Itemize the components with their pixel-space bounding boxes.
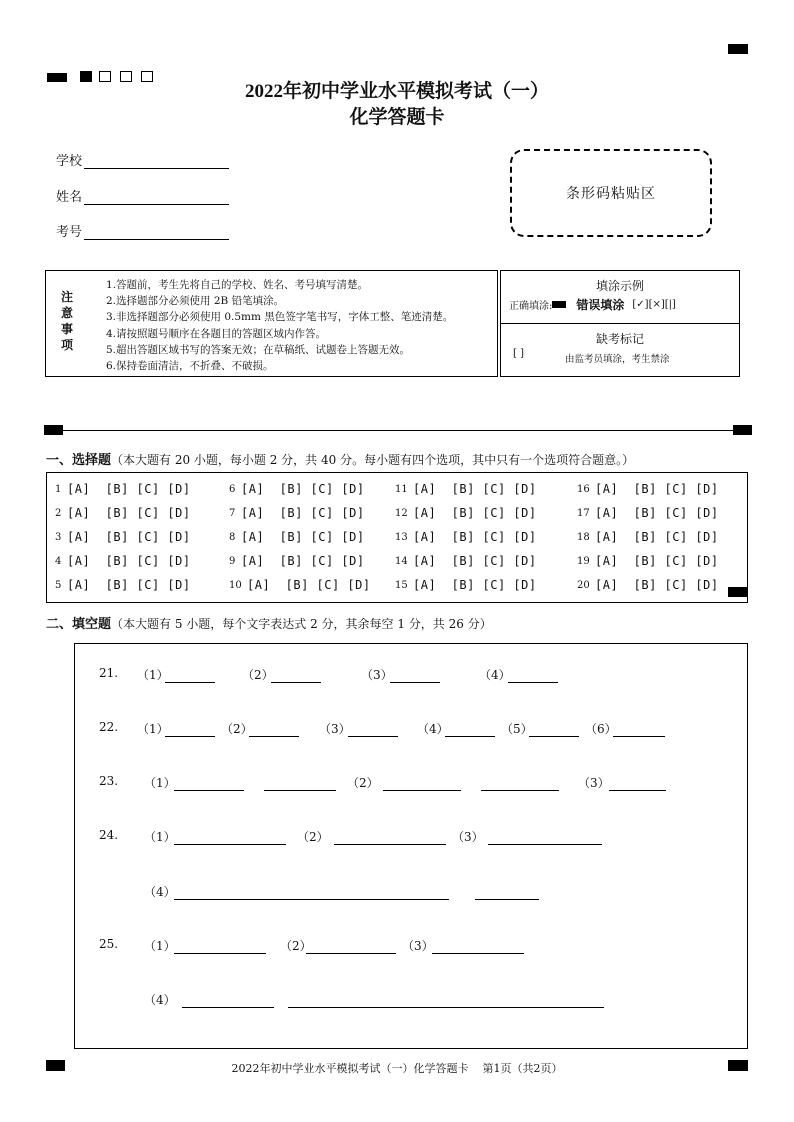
answer-blank[interactable]	[445, 736, 495, 737]
page-subtitle: 化学答题卡	[349, 106, 445, 128]
blank-label: （3）	[402, 939, 434, 953]
answer-blank[interactable]	[174, 899, 449, 900]
answer-blank[interactable]	[613, 736, 665, 737]
answer-blank[interactable]	[271, 682, 321, 683]
name-field[interactable]	[56, 186, 229, 205]
blank-label: （1）	[144, 830, 176, 844]
notice-item: 5.超出答题区域书写的答案无效；在草稿纸、试题卷上答题无效。	[106, 343, 411, 356]
question-number: 15	[395, 580, 408, 591]
page-title: 2022年初中学业水平模拟考试（一）	[244, 81, 549, 102]
answer-blank[interactable]	[348, 736, 398, 737]
answer-blank[interactable]	[334, 844, 446, 845]
school-field[interactable]	[56, 150, 229, 169]
question-number: 5	[55, 580, 62, 591]
blank-label: （4）	[417, 722, 449, 736]
answer-blank[interactable]	[390, 682, 440, 683]
section2-title: 二、填空题	[46, 617, 112, 632]
answer-options[interactable]: [A] [B] [C] [D]	[241, 482, 365, 496]
answer-blank[interactable]	[529, 736, 579, 737]
wrong-fill-label: 错误填涂	[576, 298, 625, 312]
fill-example-box	[500, 270, 740, 377]
section1-title: 一、选择题	[46, 453, 112, 468]
answer-blank[interactable]	[165, 736, 215, 737]
question-number: 6	[229, 484, 236, 495]
question-number: 20	[577, 580, 590, 591]
blank-label: （2）	[297, 830, 329, 844]
answer-options[interactable]: [A] [B] [C] [D]	[595, 554, 719, 568]
answer-options[interactable]: [A] [B] [C] [D]	[67, 506, 191, 520]
answer-blank[interactable]	[481, 790, 559, 791]
question-number: 13	[395, 532, 408, 543]
blank-label: （2）	[280, 939, 312, 953]
answer-options[interactable]: [A] [B] [C] [D]	[595, 578, 719, 592]
exam-no-label: 考号	[56, 225, 83, 240]
answer-options[interactable]: [A] [B] [C] [D]	[67, 554, 191, 568]
answer-options[interactable]: [A] [B] [C] [D]	[413, 578, 537, 592]
school-label: 学校	[56, 154, 83, 169]
question-number: 21.	[99, 666, 119, 680]
section2-heading	[46, 613, 492, 632]
name-label: 姓名	[56, 190, 83, 205]
question-number: 23.	[99, 774, 119, 788]
answer-blank[interactable]	[264, 790, 336, 791]
question-number: 4	[55, 556, 62, 567]
question-number: 22.	[99, 720, 119, 734]
answer-options[interactable]: [A] [B] [C] [D]	[247, 578, 371, 592]
answer-options[interactable]: [A] [B] [C] [D]	[67, 482, 191, 496]
question-number: 24.	[99, 828, 119, 842]
answer-options[interactable]: [A] [B] [C] [D]	[241, 554, 365, 568]
answer-blank[interactable]	[488, 844, 602, 845]
fill-example-title: 填涂示例	[595, 279, 644, 293]
wrong-fill-marks: [✓][×][|]	[632, 299, 676, 310]
answer-options[interactable]: [A] [B] [C] [D]	[67, 578, 191, 592]
notice-item: 6.保持卷面清洁，不折叠、不破损。	[106, 360, 274, 373]
divider	[63, 430, 733, 431]
notice-list	[106, 277, 453, 374]
question-number: 19	[577, 556, 590, 567]
question-number: 25.	[99, 937, 119, 951]
blank-label: （2）	[242, 668, 274, 682]
answer-blank[interactable]	[383, 790, 461, 791]
question-number: 7	[229, 508, 236, 519]
blank-label: （5）	[501, 722, 533, 736]
position-marker	[44, 425, 63, 435]
blank-label: （1）	[144, 939, 176, 953]
answer-options[interactable]: [A] [B] [C] [D]	[595, 530, 719, 544]
answer-blank[interactable]	[174, 953, 266, 954]
question-number: 3	[55, 532, 62, 543]
answer-blank[interactable]	[174, 790, 244, 791]
answer-options[interactable]: [A] [B] [C] [D]	[595, 482, 719, 496]
barcode-area	[510, 149, 712, 237]
notice-item: 1.答题前，考生先将自己的学校、姓名、考号填写清楚。	[106, 279, 369, 291]
answer-blank[interactable]	[288, 1007, 604, 1008]
question-number: 17	[577, 508, 590, 519]
answer-options[interactable]: [A] [B] [C] [D]	[413, 506, 537, 520]
answer-blank[interactable]	[475, 899, 539, 900]
question-number: 12	[395, 508, 408, 519]
exam-no-line[interactable]	[84, 226, 229, 240]
blank-label: （4）	[144, 885, 176, 899]
position-marker	[728, 44, 748, 54]
answer-options[interactable]: [A] [B] [C] [D]	[67, 530, 191, 544]
blank-label: （2）	[347, 776, 379, 790]
answer-options[interactable]: [A] [B] [C] [D]	[413, 554, 537, 568]
answer-blank[interactable]	[165, 682, 215, 683]
blank-label: （3）	[578, 776, 610, 790]
correct-fill-label: 正确填涂:	[509, 301, 553, 312]
position-marker	[728, 1060, 748, 1071]
blank-label: （1）	[144, 776, 176, 790]
absent-mark-title: 缺考标记	[595, 332, 644, 346]
correct-fill-sample	[552, 301, 566, 308]
question-number: 1	[55, 484, 62, 495]
blank-label: （3）	[452, 830, 484, 844]
question-number: 16	[577, 484, 590, 495]
notice-box	[45, 270, 498, 377]
answer-blank[interactable]	[306, 953, 396, 954]
section1-desc: （本大题有 20 小题，每小题 2 分，共 40 分。每小题有四个选项，其中只有一个选项符合题意。）	[111, 453, 635, 467]
blank-label: （4）	[479, 668, 511, 682]
absent-mark-box[interactable]: [ ]	[513, 348, 524, 359]
section2-desc: （本大题有 5 小题，每个文字表达式 2 分，其余每空 1 分，共 26 分）	[111, 617, 492, 631]
choice-answer-area	[46, 472, 748, 603]
section1-heading	[46, 449, 634, 468]
absent-mark-note: 由监考员填涂，考生禁涂	[565, 354, 670, 365]
notice-heading: 注 意 事 项	[60, 290, 73, 352]
position-marker	[728, 587, 748, 597]
blank-label: （4）	[144, 993, 176, 1007]
exam-no-field[interactable]	[56, 221, 229, 240]
school-line[interactable]	[84, 155, 229, 169]
answer-options[interactable]: [A] [B] [C] [D]	[413, 530, 537, 544]
question-number: 10	[229, 580, 242, 591]
blank-label: （3）	[319, 722, 351, 736]
answer-options[interactable]: [A] [B] [C] [D]	[595, 506, 719, 520]
blank-label: （3）	[361, 668, 393, 682]
barcode-label: 条形码粘贴区	[566, 186, 656, 202]
notice-item: 2.选择题部分必须使用 2B 铅笔填涂。	[106, 295, 285, 308]
answer-options[interactable]: [A] [B] [C] [D]	[241, 530, 365, 544]
answer-blank[interactable]	[182, 1007, 274, 1008]
page-footer: 2022年初中学业水平模拟考试（一）化学答题卡 第1页（共2页）	[231, 1062, 563, 1075]
question-number: 18	[577, 532, 590, 543]
blank-label: （6）	[585, 722, 617, 736]
answer-blank[interactable]	[432, 953, 524, 954]
position-marker	[733, 425, 752, 435]
fill-in-answer-area	[74, 643, 748, 1049]
blank-label: （2）	[221, 722, 253, 736]
blank-label: （1）	[137, 722, 169, 736]
answer-blank[interactable]	[174, 844, 286, 845]
name-line[interactable]	[84, 191, 229, 205]
answer-options[interactable]: [A] [B] [C] [D]	[413, 482, 537, 496]
question-number: 9	[229, 556, 236, 567]
answer-blank[interactable]	[249, 736, 299, 737]
blank-label: （1）	[137, 668, 169, 682]
answer-blank[interactable]	[609, 790, 666, 791]
question-number: 11	[395, 484, 408, 495]
answer-blank[interactable]	[508, 682, 558, 683]
question-number: 14	[395, 556, 408, 567]
notice-item: 4.请按照题号顺序在各题目的答题区域内作答。	[106, 327, 327, 340]
question-number: 2	[55, 508, 62, 519]
question-number: 8	[229, 532, 236, 543]
notice-item: 3.非选择题部分必须使用 0.5mm 黑色签字笔书写，字体工整、笔迹清楚。	[106, 311, 454, 324]
answer-options[interactable]: [A] [B] [C] [D]	[241, 506, 365, 520]
